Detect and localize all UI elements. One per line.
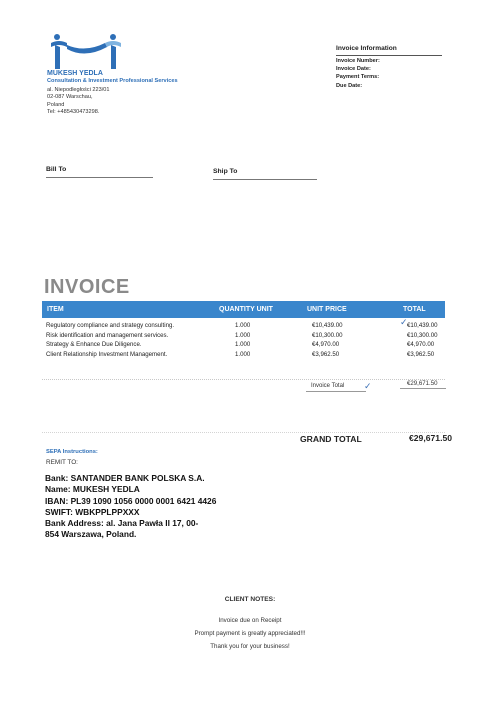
item-unit-price: €10,300.00 (312, 331, 343, 339)
iban: IBAN: PL39 1090 1056 0000 0001 6421 4426 (45, 495, 217, 506)
remit-to-label: REMIT TO: (46, 459, 78, 466)
column-header-total: TOTAL (403, 306, 426, 313)
check-mark-icon: ✓ (400, 317, 408, 327)
note-line: Prompt payment is greatly appreciated!!! (194, 629, 306, 637)
payment-terms-label: Payment Terms: (336, 74, 380, 81)
grand-total-label: GRAND TOTAL (300, 434, 362, 444)
divider (42, 379, 445, 380)
table-row (46, 332, 446, 342)
item-quantity: 1.000 (235, 341, 251, 349)
bill-to-label: Bill To (46, 166, 67, 173)
item-unit-price: €3,962.50 (312, 350, 340, 358)
item-description: Strategy & Enhance Due Diligence. (46, 341, 142, 349)
account-name: Name: MUKESH YEDLA (45, 484, 140, 495)
divider (400, 388, 446, 389)
item-quantity: 1.000 (235, 331, 251, 339)
item-total: €10,439.00 (407, 322, 438, 329)
divider (336, 55, 442, 56)
item-total: €10,300.00 (407, 331, 438, 339)
invoice-heading: INVOICE (44, 276, 130, 298)
bank-name: Bank: SANTANDER BANK POLSKA S.A. (45, 473, 205, 483)
swift: SWIFT: WBKPPLPPXXX (45, 506, 140, 517)
invoice-total-label: Invoice Total (311, 383, 345, 389)
item-total: €3,962.50 (407, 350, 435, 358)
divider (213, 179, 317, 180)
item-quantity: 1.000 (235, 322, 251, 329)
bank-address: Bank Address: al. Jana Pawła II 17, 00- (45, 518, 199, 529)
sepa-title: SEPA Instructions: (46, 449, 98, 455)
address-line: Poland (47, 101, 65, 108)
ship-to-label: Ship To (213, 168, 238, 175)
client-notes-title: CLIENT NOTES: (224, 596, 276, 603)
item-description: Regulatory compliance and strategy consulting. (46, 322, 175, 329)
table-row (46, 351, 446, 361)
note-line: Invoice due on Receipt (218, 617, 282, 624)
table-row (46, 322, 446, 332)
item-description: Client Relationship Investment Management. (46, 350, 168, 358)
item-unit-price: €10,439.00 (312, 322, 343, 329)
address-line: al. Niepodległości 223/01 (47, 87, 110, 93)
table-row (46, 341, 446, 351)
divider (42, 432, 445, 433)
check-mark-icon: ✓ (364, 381, 372, 391)
grand-total-value: €29,671.50 (409, 433, 453, 443)
invoice-date-label: Invoice Date: (336, 66, 371, 73)
bank-address-cont: 854 Warszawa, Poland. (45, 529, 137, 540)
note-line: Thank you for your business! (210, 642, 290, 650)
company-logo (47, 33, 127, 71)
address-line: 02-087 Warschau, (47, 94, 93, 101)
column-header-unit-price: UNIT PRICE (307, 306, 347, 313)
column-header-item: ITEM (47, 306, 64, 313)
item-quantity: 1.000 (235, 350, 251, 358)
item-total: €4,970.00 (407, 341, 435, 349)
client-notes (0, 615, 500, 653)
invoice-info-labels (336, 57, 380, 90)
divider (46, 177, 153, 178)
line-items (46, 322, 446, 360)
item-unit-price: €4,970.00 (312, 341, 340, 349)
item-description: Risk identification and management services. (46, 331, 169, 339)
table-header (42, 301, 445, 318)
column-header-quantity: QUANTITY UNIT (219, 306, 273, 313)
invoice-info-title: Invoice Information (336, 45, 397, 52)
company-tagline: Consultation & Investment Professional Services (47, 78, 178, 84)
due-date-label: Due Date: (336, 82, 363, 89)
company-name: MUKESH YEDLA (47, 70, 103, 77)
phone-line: Tel: +485430473298. (47, 109, 100, 116)
company-address (47, 87, 110, 117)
invoice-total-value: €29,671.50 (407, 380, 438, 387)
invoice-number-label: Invoice Number: (336, 58, 380, 64)
bank-details (45, 473, 216, 541)
divider (306, 391, 366, 392)
